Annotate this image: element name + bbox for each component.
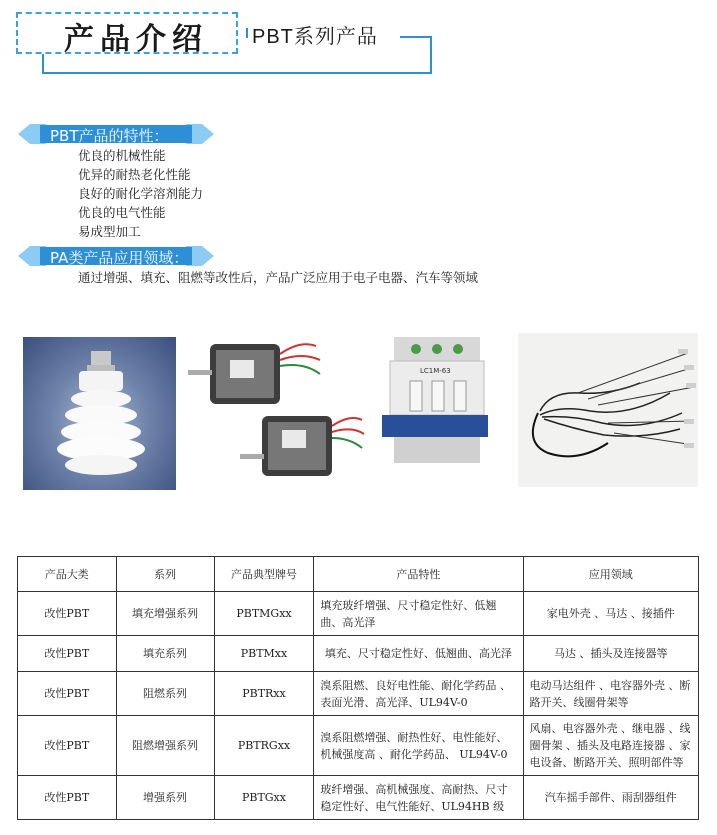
table-cell: PBTGxx: [214, 776, 314, 820]
column-header: 产品大类: [18, 557, 117, 592]
apps-description: 通过增强、填充、阻燃等改性后，产品广泛应用于电子电器、汽车等领域: [78, 270, 479, 285]
title-decoration: [246, 28, 248, 38]
table-row: [18, 672, 699, 716]
list-item: 优良的电气性能: [78, 205, 166, 220]
table-row: [18, 636, 699, 672]
table-cell: 填充系列: [116, 636, 214, 672]
page-title: 产品介绍: [64, 22, 208, 57]
column-header: 产品特性: [314, 557, 523, 592]
table-cell: 电动马达组件 、电容器外壳 、断路开关、线圈骨架等: [523, 672, 699, 716]
breaker-label: LC1M-63: [420, 367, 451, 375]
column-header: 应用领域: [523, 557, 699, 592]
wire-harness-image: [518, 333, 698, 487]
table-cell: 阻燃增强系列: [116, 716, 214, 776]
table-row: [18, 776, 699, 820]
title-decoration: [400, 36, 430, 38]
title-decoration: [430, 36, 432, 74]
table-cell: 马达 、插头及连接器等: [523, 636, 699, 672]
features-heading: PBT产品的特性：: [50, 127, 169, 145]
column-header: 产品典型牌号: [214, 557, 314, 592]
list-item: 优异的耐热老化性能: [78, 167, 191, 182]
table-cell: 家电外壳 、马达 、接插件: [523, 592, 699, 636]
table-cell: 改性PBT: [18, 592, 117, 636]
cfl-bulb-image: [23, 337, 176, 490]
table-cell: 阻燃系列: [116, 672, 214, 716]
table-cell: 玻纤增强、高机械强度、高耐热、尺寸稳定性好、电气性能好、UL94HB 级: [314, 776, 523, 820]
table-cell: 溴系阻燃增强、耐热性好、电性能好、机械强度高 、耐化学药品、 UL94V-0: [314, 716, 523, 776]
column-header: 系列: [116, 557, 214, 592]
table-cell: 改性PBT: [18, 716, 117, 776]
table-cell: 改性PBT: [18, 776, 117, 820]
table-cell: 填充玻纤增强、尺寸稳定性好、低翘曲、高光泽: [314, 592, 523, 636]
list-item: 易成型加工: [78, 224, 141, 239]
title-decoration: [42, 54, 44, 72]
table-cell: 溴系阻燃、良好电性能、耐化学药品 、表面光滑、高光泽、UL94V-0: [314, 672, 523, 716]
table-cell: 汽车摇手部件、雨刮器组件: [523, 776, 699, 820]
features-heading-ribbon: [18, 124, 214, 144]
circuit-breaker-image: [380, 335, 490, 465]
table-cell: PBTRxx: [214, 672, 314, 716]
list-item: 良好的耐化学溶剂能力: [78, 186, 204, 201]
table-row: [18, 592, 699, 636]
title-decoration: [42, 72, 430, 74]
table-cell: 改性PBT: [18, 672, 117, 716]
table-cell: PBTRGxx: [214, 716, 314, 776]
table-cell: 填充、尺寸稳定性好、低翘曲、高光泽: [314, 636, 523, 672]
table-cell: 填充增强系列: [116, 592, 214, 636]
table-cell: 增强系列: [116, 776, 214, 820]
list-item: 优良的机械性能: [78, 148, 166, 163]
apps-heading-ribbon: [18, 246, 214, 266]
table-header-row: [18, 557, 699, 592]
table-row: [18, 716, 699, 776]
product-spec-table: [17, 556, 699, 820]
table-cell: 风扇、电容器外壳 、继电器 、线圈骨架 、插头及电路连接器 、家电设备、断路开关、照明部件等: [523, 716, 699, 776]
table-cell: PBTMGxx: [214, 592, 314, 636]
page-subtitle: PBT系列产品: [252, 26, 378, 48]
apps-heading: PA类产品应用领域：: [50, 249, 189, 267]
table-cell: PBTMxx: [214, 636, 314, 672]
table-cell: 改性PBT: [18, 636, 117, 672]
stepper-motors-image: [186, 330, 368, 490]
features-list: [78, 146, 203, 241]
